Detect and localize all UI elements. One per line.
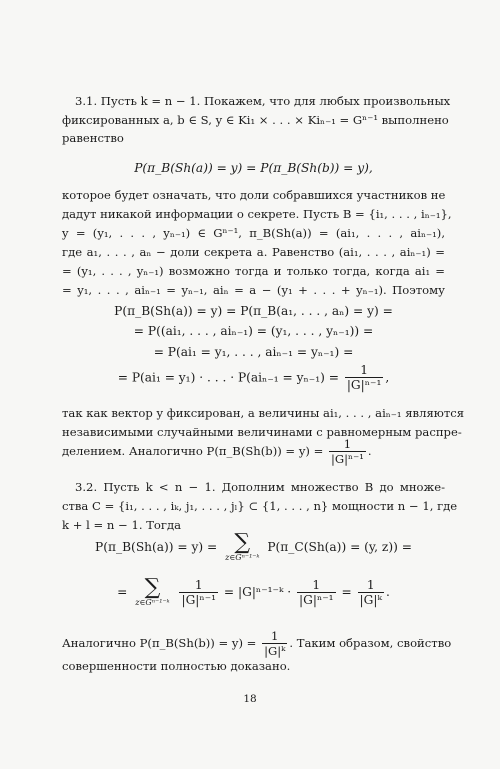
text-line bbox=[62, 438, 445, 466]
denominator: |G|ⁿ⁻¹ bbox=[299, 592, 334, 607]
numerator: 1 bbox=[179, 579, 218, 593]
numerator: 1 bbox=[358, 579, 384, 593]
text-line: ства C = {i₁, . . . , iₖ, j₁, . . . , jₗ} ⊂ {1, . . . , n} мощности n − 1, где bbox=[62, 499, 458, 513]
equation-text: , bbox=[385, 370, 390, 385]
text-fragment: . bbox=[367, 444, 372, 458]
equation bbox=[62, 364, 445, 392]
text-line: 3.1. Пусть k = n − 1. Покажем, что для любых произвольных bbox=[75, 94, 451, 108]
text-line: совершенности полностью доказано. bbox=[62, 659, 291, 673]
equation: P(π_B(Sh(a)) = y) = P(π_B(a₁, . . . , aₙ) = y) = bbox=[114, 304, 393, 318]
fraction bbox=[297, 579, 336, 607]
text-line: = y₁, . . . , aiₙ₋₁ = yₙ₋₁, aiₙ = a − (y₁ + . . . + yₙ₋₁). Поэтому bbox=[62, 283, 445, 297]
equation-text: . bbox=[385, 585, 390, 599]
fraction bbox=[329, 438, 366, 466]
sum-symbol: ∑ bbox=[144, 575, 161, 600]
denominator: |G|ᵏ bbox=[264, 644, 286, 658]
equation-text: P(π_B(Sh(a)) = y) = bbox=[95, 540, 218, 554]
equation-text: = bbox=[341, 585, 352, 599]
equation-text: P(π_C(Sh(a)) = (y, z)) = bbox=[267, 540, 412, 554]
numerator: 1 bbox=[329, 438, 366, 452]
sum-index: z∈Gⁿ⁻¹⁻ᵏ bbox=[225, 553, 260, 562]
text-line: которое будет означать, что доли собравшихся участников не bbox=[62, 188, 446, 202]
text-line: дадут никакой информации о секрете. Пусть B = {i₁, . . . , iₙ₋₁}, bbox=[62, 207, 452, 221]
fraction bbox=[179, 579, 218, 607]
fraction bbox=[358, 579, 384, 607]
text-fragment: . Таким образом, свойство bbox=[289, 636, 452, 650]
equation-text: = |G|ⁿ⁻¹⁻ᵏ · bbox=[223, 585, 292, 599]
equation bbox=[62, 575, 445, 607]
numerator: 1 bbox=[297, 579, 336, 593]
denominator: |G|ⁿ⁻¹ bbox=[346, 378, 382, 392]
equation-text: = bbox=[117, 585, 128, 599]
summation bbox=[135, 575, 170, 607]
text-line bbox=[62, 629, 452, 658]
equation-text: = P(ai₁ = y₁) · . . . · P(aiₙ₋₁ = yₙ₋₁) = bbox=[117, 370, 339, 385]
equation: = P((ai₁, . . . , aiₙ₋₁) = (y₁, . . . , yₙ₋₁)) = bbox=[133, 324, 374, 338]
fraction bbox=[262, 630, 287, 658]
text-line: равенство bbox=[62, 131, 124, 145]
sum-symbol: ∑ bbox=[234, 530, 251, 555]
denominator: |G|ᵏ bbox=[359, 592, 382, 607]
text-line: независимыми случайными величинами с равномерным распре- bbox=[62, 425, 462, 439]
text-line: фиксированных a, b ∈ S, y ∈ Ki₁ × . . . × Kiₙ₋₁ = Gⁿ⁻¹ выполнено bbox=[62, 113, 449, 127]
text-line: y = (y₁, . . . , yₙ₋₁) ∈ Gⁿ⁻¹, π_B(Sh(a)) = (ai₁, . . . , aiₙ₋₁), bbox=[62, 226, 445, 240]
page-number: 18 bbox=[243, 693, 257, 705]
equation: = P(ai₁ = y₁, . . . , aiₙ₋₁ = yₙ₋₁) = bbox=[153, 345, 354, 359]
text-fragment: делением. Аналогично P(π_B(Sh(b)) = y) = bbox=[62, 444, 324, 458]
summation bbox=[225, 530, 260, 562]
text-line: так как вектор y фиксирован, а величины ai₁, . . . , aiₙ₋₁ являются bbox=[62, 406, 465, 420]
denominator: |G|ⁿ⁻¹ bbox=[330, 452, 364, 466]
text-fragment: Аналогично P(π_B(Sh(b)) = y) = bbox=[62, 636, 257, 650]
text-line: где a₁, . . . , aₙ − доли секрета a. Равенство (ai₁, . . . , aiₙ₋₁) = bbox=[62, 245, 445, 259]
numerator: 1 bbox=[262, 630, 287, 644]
sum-index: z∈Gⁿ⁻¹⁻ᵏ bbox=[135, 598, 170, 607]
text-line: 3.2. Пусть k < n − 1. Дополним множество B до множе- bbox=[75, 480, 445, 494]
equation: P(π_B(Sh(a)) = y) = P(π_B(Sh(b)) = y), bbox=[134, 161, 373, 175]
fraction bbox=[345, 364, 384, 392]
text-line: k + l = n − 1. Тогда bbox=[62, 518, 182, 532]
denominator: |G|ⁿ⁻¹ bbox=[181, 592, 217, 607]
numerator: 1 bbox=[345, 364, 384, 378]
equation bbox=[62, 530, 445, 562]
text-line: = (y₁, . . . , yₙ₋₁) возможно тогда и только тогда, когда ai₁ = bbox=[62, 264, 445, 278]
